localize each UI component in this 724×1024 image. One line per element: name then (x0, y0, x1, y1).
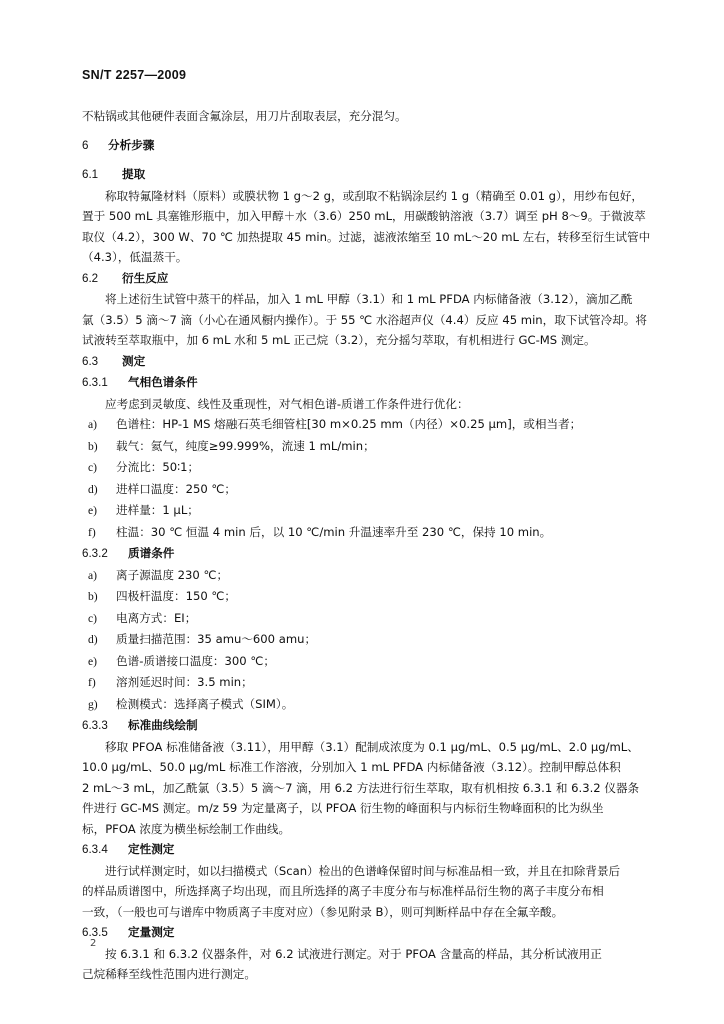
list-item (82, 479, 644, 501)
section-number: 6.3 (82, 354, 99, 368)
section-6-3-3-heading (82, 715, 644, 737)
document-body (82, 106, 651, 985)
item-label: a) (88, 418, 98, 431)
list-item (82, 608, 644, 630)
section-6-3-4-heading (82, 839, 644, 861)
section-number: 6.3.4 (82, 843, 108, 856)
body-line: 进行试样测定时，如以扫描模式（Scan）检出的色谱峰保留时间与标准品相一致，并且在扣除背景后 (105, 863, 621, 878)
body-line: （4.3），低温蒸干。 (82, 250, 188, 264)
item-label: d) (88, 482, 98, 496)
section-6-3-heading (82, 351, 644, 373)
standard-number-header: SN/T 2257—2009 (82, 68, 187, 82)
body-line: 试液转至萃取瓶中，加 6 mL 水和 5 mL 正己烷（3.2），充分摇匀萃取，有机相进行 GC-MS 测定。 (82, 333, 596, 347)
body-line: 应考虑到灵敏度、线性及重现性，对气相色谱-质谱工作条件进行优化： (105, 396, 469, 411)
section-title: 提取 (122, 167, 146, 181)
body-line: 将上述衍生试管中蒸干的样品，加入 1 mL 甲醇（3.1）和 1 mL PFDA 内标储备液（3.12），滴加乙酰 (105, 292, 633, 306)
body-line: 取仪（4.2），300 W、70 ℃ 加热提取 45 min。过滤，滤液浓缩至 10 mL～20 mL 左右，转移至衍生试管中 (82, 229, 651, 244)
section-6-3-5-heading (82, 922, 644, 944)
item-label: g) (88, 697, 98, 711)
section-number: 6.2 (82, 271, 99, 285)
list-item (82, 586, 644, 608)
list-item (82, 500, 644, 522)
section-title: 测定 (122, 353, 146, 368)
item-text: 质量扫描范围：35 amu～600 amu； (116, 632, 317, 646)
item-label: b) (88, 439, 98, 453)
body-line: 氯（3.5）5 滴～7 滴（小心在通风橱内操作）。于 55 ℃ 水浴超声仪（4.4）反应 45 min，取下试管冷却。将 (82, 312, 647, 327)
page-number: 2 (90, 938, 97, 949)
body-line: 称取特氟隆材料（原料）或膜状物 1 g～2 g，或刮取不粘锅涂层约 1 g（精确至 0.01 g），用纱布包好， (105, 188, 643, 203)
item-text: 溶剂延迟时间：3.5 min； (116, 675, 253, 689)
item-text: 色谱-质谱接口温度：300 ℃； (116, 653, 275, 668)
item-label: f) (88, 525, 96, 539)
list-item (82, 414, 644, 436)
list-item (82, 565, 644, 587)
section-number: 6.3.2 (82, 547, 108, 560)
item-text: 载气：氦气，纯度≥99.999%，流速 1 mL/min； (116, 438, 375, 453)
list-item (82, 651, 644, 673)
item-text: 检测模式：选择离子模式（SIM）。 (116, 696, 294, 711)
item-label: c) (88, 611, 98, 625)
section-6-heading (82, 135, 644, 157)
body-line: 置于 500 mL 具塞锥形瓶中，加入甲醇＋水（3.6）250 mL，用碳酸钠溶液（3.7）调至 pH 8～9。于微波萃 (82, 209, 646, 223)
section-6-2-heading (82, 268, 644, 290)
item-label: d) (88, 633, 98, 646)
list-item (82, 457, 644, 479)
body-line: 按 6.3.1 和 6.3.2 仪器条件，对 6.2 试液进行测定。对于 PFOA 含量高的样品，其分析试液用正 (105, 946, 602, 961)
body-line: 己烷稀释至线性范围内进行测定。 (82, 967, 256, 981)
item-text: 色谱柱：HP-1 MS 熔融石英毛细管柱[30 m×0.25 mm（内径）×0.25 μm]，或相当者； (116, 417, 582, 431)
body-line: 2 mL～3 mL，加乙酰氯（3.5）5 滴～7 滴，用 6.2 方法进行衍生萃取，取有机相按 6.3.1 和 6.3.2 仪器条 (82, 780, 640, 795)
section-title: 定量测定 (128, 925, 175, 939)
item-text: 分流比：50∶1； (116, 460, 200, 474)
section-number: 6.3.5 (82, 926, 108, 939)
item-text: 柱温：30 ℃ 恒温 4 min 后，以 10 ℃/min 升温速率升至 230 ℃，保持 10 min。 (116, 524, 552, 539)
body-line: 移取 PFOA 标准储备液（3.11），用甲醇（3.1）配制成浓度为 0.1 μg/mL、0.5 μg/mL、2.0 μg/mL、 (105, 739, 639, 754)
section-6-1-heading (82, 164, 644, 186)
item-text: 离子源温度 230 ℃； (116, 567, 229, 582)
item-label: e) (88, 654, 98, 668)
list-item (82, 694, 644, 716)
item-text: 进样口温度：250 ℃； (116, 481, 236, 496)
section-title: 气相色谱条件 (128, 375, 198, 389)
section-title: 衍生反应 (122, 270, 169, 285)
item-label: e) (88, 504, 98, 517)
item-text: 四极杆温度：150 ℃； (116, 589, 236, 603)
item-label: a) (88, 568, 98, 582)
section-title: 分析步骤 (108, 137, 155, 152)
body-line: 件进行 GC-MS 测定。m/z 59 为定量离子，以 PFOA 衍生物的峰面积与内标衍生物峰面积的比为纵坐 (82, 801, 604, 815)
list-item (82, 629, 644, 651)
body-line: 的样品质谱图中，所选择离子均出现，而且所选择的离子丰度分布与标准样品衍生物的离子丰度分布相 (82, 884, 604, 898)
item-label: c) (88, 461, 98, 474)
list-item (82, 522, 644, 544)
body-line: 不粘锅或其他硬件表面含氟涂层，用刀片刮取表层，充分混匀。 (82, 109, 407, 123)
section-number: 6 (82, 138, 89, 152)
item-label: b) (88, 590, 98, 603)
section-6-3-2-heading (82, 543, 644, 565)
body-line: 一致，（一般也可与谱库中物质离子丰度对应）（参见附录 B），则可判断样品中存在全氟辛酸。 (82, 904, 564, 919)
section-number: 6.3.1 (82, 376, 108, 389)
section-title: 定性测定 (128, 842, 175, 856)
body-line: 标，PFOA 浓度为横坐标绘制工作曲线。 (82, 821, 291, 836)
list-item (82, 436, 644, 458)
section-number: 6.3.3 (82, 719, 108, 732)
item-text: 进样量：1 μL； (116, 503, 199, 517)
item-text: 电离方式：EI； (116, 610, 197, 625)
section-number: 6.1 (82, 168, 99, 181)
body-line: 10.0 μg/mL、50.0 μg/mL 标准工作溶液，分别加入 1 mL PFDA 内标储备液（3.12）。控制甲醇总体积 (82, 760, 621, 774)
section-title: 质谱条件 (128, 546, 175, 560)
item-label: f) (88, 676, 96, 689)
section-6-3-1-heading (82, 372, 644, 394)
section-title: 标准曲线绘制 (128, 718, 198, 732)
list-item (82, 672, 644, 694)
